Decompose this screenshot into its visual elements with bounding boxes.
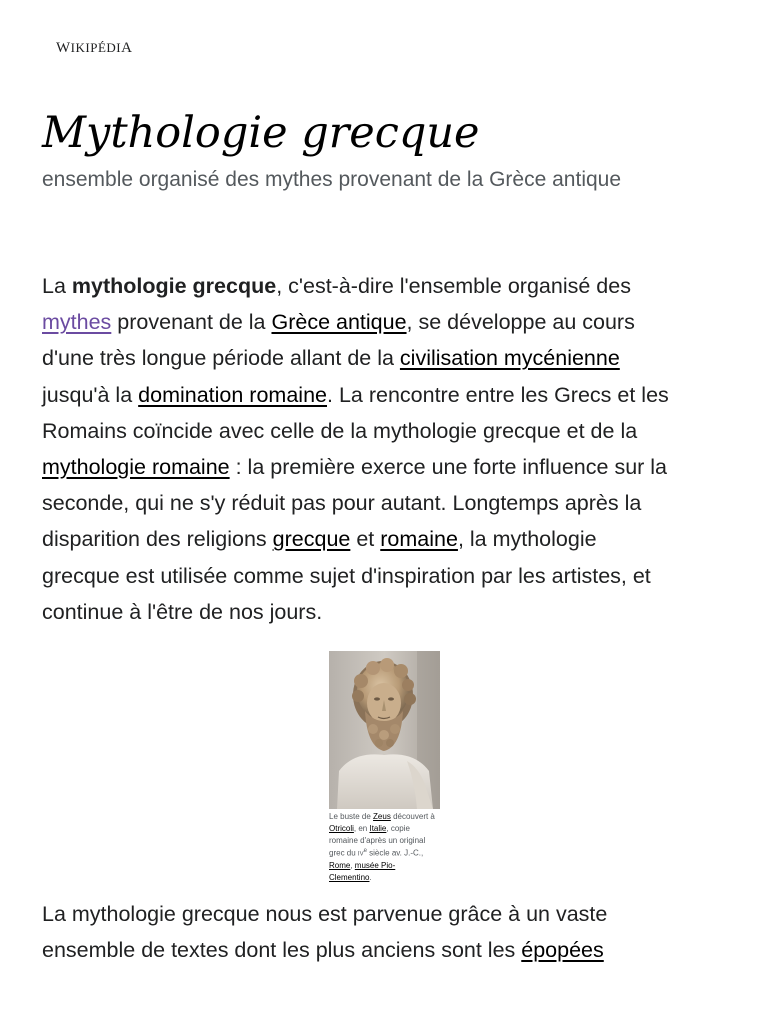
caption-link-italie[interactable]: Italie [369, 823, 387, 833]
text-line: jusqu'à la domination romaine. La rencontre entre les Grecs et les [42, 382, 669, 407]
wordmark-final: A [121, 40, 133, 56]
zeus-bust-image[interactable] [329, 651, 440, 809]
link-epopees[interactable]: épopées [521, 938, 604, 963]
text-line: Romains coïncide avec celle de la mythologie grecque et de la [42, 418, 638, 443]
text-line: La mythologie grecque, c'est-à-dire l'ensemble organisé des [42, 274, 631, 298]
caption-link-otricoli[interactable]: Otricoli [329, 823, 354, 833]
link-civilisation-mycenienne[interactable]: civilisation mycénienne [399, 346, 620, 371]
bold-term: mythologie grecque [71, 274, 277, 298]
text-line: mythes provenant de la Grèce antique, se développe au cours [42, 310, 635, 335]
link-romaine[interactable]: romaine [380, 527, 458, 552]
figure-caption: Le buste de Zeus découvert à Otricoli, en Italie, copie romaine d'après un original grec du $iv^e$ siècle av. J.-C., Rome, musée Pio- Clementino. [329, 812, 435, 882]
text-line: seconde, qui ne s'y réduit pas pour autant. Longtemps après la [42, 491, 642, 516]
caption-link-zeus[interactable]: Zeus [373, 812, 391, 821]
link-mythes[interactable]: mythes [42, 310, 112, 335]
text-line: grecque est utilisée comme sujet d'inspiration par les artistes, et [42, 563, 651, 588]
second-paragraph [42, 896, 732, 968]
text-line: continue à l'être de nos jours. [42, 599, 323, 624]
text-line: mythologie romaine : la première exerce une forte influence sur la [42, 455, 668, 480]
wordmark-initial: W [56, 40, 71, 56]
link-grece-antique[interactable]: Grèce antique [271, 310, 407, 335]
text-line: La mythologie grecque nous est parvenue grâce à un vaste [42, 902, 608, 926]
caption-link-musee-pio-clementino[interactable]: musée Pio- [354, 860, 396, 870]
caption-link-rome[interactable]: Rome [329, 860, 351, 870]
zeus-figure [329, 651, 441, 883]
page-title: Mythologie grecque [42, 108, 480, 158]
text-line: d'une très longue période allant de la civilisation mycénienne [42, 346, 620, 371]
wikipedia-wordmark[interactable] [56, 40, 132, 57]
text-line: disparition des religions grecque et romaine, la mythologie [42, 527, 597, 552]
page-subtitle: ensemble organisé des mythes provenant de la Grèce antique [42, 168, 622, 191]
wordmark-middle: IKIPÉDI [70, 40, 122, 55]
caption-link-clementino[interactable]: Clementino [329, 872, 370, 882]
link-domination-romaine[interactable]: domination romaine [138, 382, 327, 407]
intro-paragraph [42, 268, 732, 630]
link-mythologie-romaine[interactable]: mythologie romaine [42, 455, 230, 480]
link-grecque[interactable]: grecque [272, 527, 351, 552]
text-line: ensemble de textes dont les plus anciens sont les épopées [42, 938, 604, 963]
